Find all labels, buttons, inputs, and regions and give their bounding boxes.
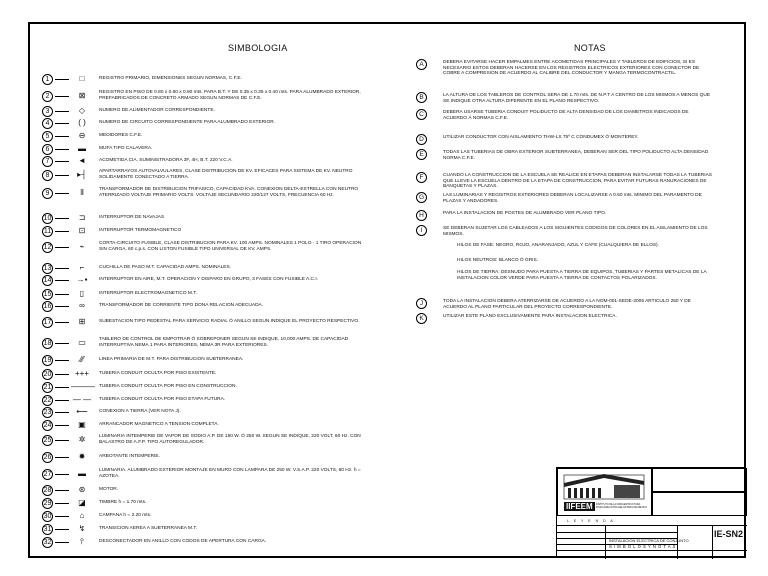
- sheet-id: IE-SN2: [714, 529, 744, 539]
- symbol-description: NUMERO DE ALIMENTADOR CORRESPONDIENTE.: [99, 108, 215, 114]
- symbol-description: TUBERIA CONDUIT OCULTA POR PISO EN CONSTRUCCION.: [99, 384, 237, 390]
- note-text: TODA LA INSTALACION DEBERA ATERRIZARSE DE ACUERDO A LA NOM-001-SEDE-2005 ARTICULO 250 Y DE ACUERDO AL PLANO PARTICULAR DEL PROYECTO CORRESPONDIENTE.: [443, 299, 691, 310]
- symbol-description: MOTOR.: [99, 487, 119, 493]
- symbol-description: CORTA-CIRCUITO FUSIBLE, CLASE DISTRIBUCION PARA KV. 100 AMPS. NOMINALES 1 POLO - 1 TIRO OPERACION SIN CARGA, 60 c.p.s. CON LISTON FUSIBLE TIPO UNIVERSAL DE KV. AMPS.: [99, 241, 362, 252]
- symbol-description: REGISTRO EN PISO DE 0.80 x 0.60 x 0.80 mts. PARA B.T. Y DE 0.35 x 0.35 x 0.40 mts. PARA ALUMBRADO EXTERIOR, PREFABRICADOS DE CONCRETO ARMADO SEGUN NORMAS DE C.F.E.: [99, 90, 361, 101]
- note-text: LAS LUMINARIAS Y REGISTROS EXTERIORES DEBERAN LOCALIZARSE A 0.50 mts. MINIMO DEL PARAMENTO DE PLAZAS Y ANDADORES.: [443, 193, 702, 204]
- symbol-number: 12: [43, 243, 52, 251]
- symbol-row: [42, 105, 364, 117]
- leader-line: [55, 400, 69, 401]
- symbol-row: [42, 381, 364, 393]
- leader-line: [55, 412, 69, 413]
- symbol-glyph-icon: →▪: [76, 275, 88, 284]
- leader-line: [55, 123, 69, 124]
- symbol-row: [42, 274, 364, 286]
- simbologia-title: SIMBOLOGIA: [228, 43, 288, 53]
- note-row: [416, 225, 713, 237]
- symbol-number: 8: [42, 170, 53, 181]
- symbol-glyph-icon: ✹: [78, 452, 86, 461]
- symbol-number: 14: [43, 276, 52, 284]
- plan-title-line2: S I M B O L O S Y N O T A S: [609, 544, 676, 549]
- symbol-number: 18: [43, 339, 52, 347]
- symbol-glyph-icon: ⊐: [78, 213, 86, 222]
- symbol-number: 28: [43, 486, 52, 494]
- leader-line: [55, 294, 69, 295]
- symbol-glyph-icon: ( ): [78, 118, 86, 127]
- leader-line: [55, 542, 69, 543]
- symbol-description: INTERRUPTOR ELECTROMAGNETICO M.T.: [99, 291, 197, 297]
- symbol-glyph-icon: ◇: [78, 106, 86, 115]
- leader-line: [55, 149, 69, 150]
- plan-title-line1: INSTALACION ELECTRICA DE CONJUNTO: [609, 538, 689, 543]
- symbol-description: TRANSFORMADOR DE DISTRIBUCION TRIFASICO, CAPACIDAD KVA. CONEXION DELTA-ESTRELLA CON NEUTRO ATERRIZADO VOLTAJE PRIMARIO VOLTS. VOLTAJE SECUNDARIO 220/127 VOLTS, FRECUENCIA 60 Hz.: [99, 187, 359, 198]
- title-block: [556, 467, 746, 558]
- symbol-description: REGISTRO PRIMARIO, DIMENSIONES SEGUN NORMAS, C.F.E.: [99, 76, 242, 82]
- leader-line: [55, 231, 69, 232]
- symbol-row: [42, 368, 364, 380]
- leader-line: [55, 343, 69, 344]
- symbol-description: TRANSFORMADOR DE CORRIENTE TIPO DONA RELACION ADECUADA.: [99, 303, 264, 309]
- note-row: [416, 59, 713, 77]
- symbol-glyph-icon: ⟵: [76, 407, 88, 416]
- symbol-number: 13: [43, 264, 52, 272]
- symbol-number: 27: [43, 470, 52, 478]
- note-letter: B: [416, 92, 427, 103]
- symbol-description: ACOMETIDA CIA. SUMINISTRADORA 3F, 4H, B.T. 220 V.C.A.: [99, 158, 233, 164]
- symbol-description: SUBESTACION TIPO PEDESTAL PARA SERVICIO RADIAL Ó ANILLO SEGUN INDIQUE EL PROYECTO RESPECTIVO.: [99, 319, 360, 325]
- symbol-description: MUFA TIPO CALAVERA.: [99, 146, 153, 152]
- symbol-row: [42, 497, 364, 509]
- symbol-glyph-icon: ———: [71, 382, 95, 391]
- note-text: UTILIZAR ESTE PLANO EXCLUSIVAMENTE PARA INSTALACION ELECTRICA.: [443, 314, 617, 319]
- symbol-row: [42, 169, 364, 181]
- symbol-number: 7: [42, 156, 53, 167]
- leader-line: [55, 268, 69, 269]
- leader-line: [55, 247, 69, 248]
- note-wire-neutral: HILOS NEUTROS: BLANCO Ó GRIS.: [457, 258, 539, 263]
- symbol-description: LINEA PRIMARIA DE M.T. PARA DISTRIBUCION SUBTERRANEA.: [99, 357, 244, 363]
- symbol-glyph-icon: ▣: [78, 420, 86, 429]
- symbol-number: 1: [42, 74, 53, 85]
- symbol-description: DESCONECTADOR EN ANILLO CON CODOS DE APERTURA CON CARGA.: [99, 539, 267, 545]
- note-text: CUANDO LA CONSTRUCCION DE LA ESCUELA SE REALICE EN ETAPAS DEBERAN INSTALARSE TODAS LA TUBERIAS QUE LLEVE LA ESCUELA DENTRO DE LA ETAPA DE CONSTRUCCION, PARA EVITAR FUTURAS RANURACIONES DE BANQUETAS Y PLAZAS.: [443, 173, 712, 190]
- symbol-glyph-icon: ◪: [78, 498, 86, 507]
- leader-line: [55, 322, 69, 323]
- note-letter: H: [416, 210, 427, 221]
- leader-line: [55, 503, 69, 504]
- note-row: [416, 134, 713, 145]
- symbol-number: 19: [43, 356, 52, 364]
- note-letter: I: [416, 225, 427, 236]
- symbol-row: [42, 354, 364, 366]
- symbol-number: 25: [43, 436, 52, 444]
- note-letter: G: [416, 192, 427, 203]
- symbol-row: [42, 316, 364, 328]
- symbol-description: CONEXION A TIERRA (VER NOTA J).: [99, 409, 181, 415]
- symbol-row: [42, 536, 364, 548]
- notas-title: NOTAS: [574, 43, 606, 53]
- note-text: SE DEBERAN SUJETAR LOS CABLEADOS A LOS SIGUIENTES CODIGOS DE COLORES EN EL AISLAMIENTO DE LOS MISMOS.: [443, 226, 708, 237]
- symbol-description: LUMINARIA INTEMPERIE DE VAPOR DE SODIO A.P. DE 150 W. Ó 250 W. SEGUN SE INDIQUE, 220 VOLT, 60 Hz. CON BALASTRO DE A.F.P. TIPO AUTOREGULADOR.: [99, 434, 361, 445]
- symbol-glyph-icon: ⁄⁄⁄: [79, 355, 84, 364]
- symbol-glyph-icon: ⊞: [78, 317, 86, 326]
- leader-line: [55, 96, 69, 97]
- leader-line: [55, 218, 69, 219]
- note-wire-ground: HILOS DE TIERRA: DESNUDO PARA PUESTA A TIERRA DE EQUIPOS, TUBERIAS Y PARTES METALICAS DE LA INSTALACION COLOR VERDE PARA PUESTA A TIERRA DE CONTACTOS POLARIZADOS.: [457, 270, 707, 281]
- note-text: UTILIZAR CONDUCTOR CON AISLAMIENTO THW-LS 75º C CONDUMEX Ó MONTEREY.: [443, 135, 639, 140]
- symbol-number: 29: [43, 499, 52, 507]
- symbol-glyph-icon: ⊡: [78, 226, 86, 235]
- symbol-glyph-icon: ▯: [79, 289, 85, 298]
- symbol-row: [42, 143, 364, 155]
- symbol-number: 11: [43, 227, 52, 235]
- symbol-glyph-icon: □: [79, 74, 85, 83]
- symbol-row: [42, 187, 364, 199]
- note-row: [416, 109, 713, 121]
- stamp-box-2: [652, 492, 747, 516]
- symbol-number: 2: [42, 91, 53, 102]
- symbol-glyph-icon: ∞: [79, 301, 85, 310]
- leader-line: [55, 374, 69, 375]
- note-row: [416, 172, 713, 190]
- symbol-number: 20: [43, 370, 52, 378]
- symbol-description: ARBOTANTE INTEMPERIE.: [99, 454, 160, 460]
- symbol-glyph-icon: ⊖: [78, 131, 86, 140]
- symbol-glyph-icon: ↯: [78, 524, 86, 533]
- symbol-row: [42, 288, 364, 300]
- note-row: [416, 192, 713, 204]
- leader-line: [55, 280, 69, 281]
- symbol-number: 21: [43, 383, 52, 391]
- symbol-number: 32: [43, 538, 52, 546]
- note-wire-phase: HILOS DE FASE: NEGRO, ROJO, ANARANJADO, AZUL Y CAFE (CUALQUIERA DE ELLOS).: [457, 243, 659, 248]
- symbol-description: TUBERIA CONDUIT OCULTA POR PISO ETAPA FUTURA.: [99, 397, 226, 403]
- symbol-number: 10: [43, 214, 52, 222]
- symbol-glyph-icon: ▬: [78, 144, 86, 153]
- note-text: TODAS LAS TUBERIAS DE OBRA EXTERIOR SUBTERRANEA, DEBERAN SER DEL TIPO POLIDUCTO ALTA DENSIDAD NORMA C.F.E.: [443, 150, 709, 161]
- leader-line: [55, 193, 69, 194]
- symbol-number: 4: [42, 118, 53, 129]
- symbol-number: 26: [43, 453, 52, 461]
- symbol-row: [42, 262, 364, 274]
- symbol-number: 16: [43, 302, 52, 310]
- leader-line: [55, 440, 69, 441]
- symbol-glyph-icon: ▬: [78, 469, 86, 478]
- symbol-row: [42, 241, 364, 253]
- leader-line: [55, 306, 69, 307]
- note-row: [416, 210, 713, 221]
- note-letter: A: [416, 59, 427, 70]
- symbol-glyph-icon: ⫴: [80, 188, 84, 197]
- symbol-glyph-icon: ⌂: [79, 511, 85, 520]
- symbol-description: ARRANCADOR MAGNETICO A TENSION COMPLETA.: [99, 422, 219, 428]
- symbol-number: 22: [43, 396, 52, 404]
- symbol-glyph-icon: — —: [72, 395, 92, 404]
- symbol-description: CAMPANA h = 2.20 mts.: [99, 513, 152, 519]
- symbol-row: [42, 523, 364, 535]
- note-text: PARA LA INSTALACION DE POSTES DE ALUMBRADO VER PLANO TIPO.: [443, 211, 607, 216]
- symbol-description: TRANSICION AEREA A SUBTERRANEA M.T.: [99, 526, 198, 532]
- note-row: [416, 298, 713, 310]
- drawing-sheet: [28, 22, 746, 558]
- symbol-row: [42, 394, 364, 406]
- symbol-row: [42, 130, 364, 142]
- symbol-number: 5: [42, 131, 53, 142]
- leader-line: [55, 457, 69, 458]
- note-text: LA ALTURA DE LOS TABLEROS DE CONTROL SERA DE 1.70 mts. DE N.P.T A CENTRO DE LOS MISMOS A MENOS QUE SE INDIQUE OTRA ALTURA DIFERENTE EN EL PLANO RESPECTIVO.: [443, 93, 711, 104]
- symbol-glyph-icon: ⊠: [78, 91, 86, 100]
- symbol-row: [42, 90, 364, 102]
- note-row: [416, 92, 713, 104]
- note-letter: J: [416, 298, 427, 309]
- leader-line: [55, 516, 69, 517]
- note-letter: K: [416, 313, 427, 324]
- symbol-row: [42, 451, 364, 463]
- symbol-description: CUCHILLA DE PASO M.T. CAPACIDAD AMPS. NOMINALES.: [99, 265, 232, 271]
- leader-line: [55, 425, 69, 426]
- symbol-glyph-icon: ⫯: [80, 537, 84, 546]
- note-letter: C: [416, 109, 427, 120]
- symbol-description: TIMBRE h = 1.70 mts.: [99, 500, 147, 506]
- symbol-row: [42, 225, 364, 237]
- note-letter: F: [416, 172, 427, 183]
- symbol-description: TUBERIA CONDUIT OCULTA POR PISO EXISTENTE.: [99, 371, 217, 377]
- note-text: DEBERA EVITARSE HACER EMPALMES ENTRE ACOMETIDAS PRINCIPALES Y TABLEROS DE EDIFICIOS, SI ES NECESARIO ESTOS DEBERAN HACERSE EN LOS REGISTROS ELECTRICOS EXTERIORES CON CONECTOR DE COBRE A COMPRESION DE ACUERDO AL CALIBRE DEL CONDUCTOR Y MANGA TERMOCONTRACTIL.: [443, 60, 700, 77]
- symbol-row: [42, 117, 364, 129]
- note-text: DEBERA USARSE TUBERIA CONDUIT POLIDUCTO DE ALTA DENSIDAD DE LOS DIAMETROS INDICADOS DE ACUERDO Á NORMAS C.F.E.: [443, 110, 689, 121]
- stamp-box-1: [652, 468, 747, 492]
- symbol-description: INTERRUPTOR EN AIRE, M.T. OPERACION Y DISPARO EN GRUPO, 3 FASES CON FUSIBLE A.C.I.: [99, 277, 319, 283]
- symbol-number: 6: [42, 144, 53, 155]
- note-row: [416, 313, 713, 324]
- symbol-description: LUMINARIA. ALUMBRADO EXTERIOR MONTAJE EN MURO CON LAMPARA DE 250 W. V.S.A.P. 220 VOLTS, 60 Hz. h = AZOTEA.: [99, 468, 361, 479]
- symbol-number: 31: [43, 525, 52, 533]
- symbol-row: [42, 155, 364, 167]
- note-letter: D: [416, 134, 427, 145]
- leader-line: [55, 175, 69, 176]
- symbol-glyph-icon: ▸┤: [77, 170, 87, 179]
- symbol-glyph-icon: ✲: [78, 435, 86, 444]
- symbol-description: NUMERO DE CIRCUITO CORRESPONDIENTE PARA ALUMBRADO EXTERIOR.: [99, 120, 275, 126]
- symbol-glyph-icon: ▭: [78, 338, 86, 347]
- note-letter: E: [416, 149, 427, 160]
- logo-subtitle: INSTITUTO DE LA INFRAESTRUCTURA FISICA EDUCATIVA DEL ESTADO DE MEXICO: [596, 503, 648, 509]
- symbol-row: [42, 419, 364, 431]
- note-row: [416, 149, 713, 161]
- symbol-description: MEDIDORES C.F.E.: [99, 133, 143, 139]
- leader-line: [55, 161, 69, 162]
- symbol-glyph-icon: +++: [74, 369, 89, 378]
- symbol-row: [42, 300, 364, 312]
- symbol-glyph-icon: ⌁: [79, 242, 85, 251]
- symbol-row: [42, 337, 364, 349]
- leader-line: [55, 79, 69, 80]
- leader-line: [55, 474, 69, 475]
- symbol-number: 24: [43, 421, 52, 429]
- leader-line: [55, 136, 69, 137]
- symbol-description: INTERRUPTOR DE NAVAJAS: [99, 215, 165, 221]
- symbol-glyph-icon: ◄: [78, 156, 86, 165]
- leader-line: [55, 360, 69, 361]
- leader-line: [55, 529, 69, 530]
- symbol-row: [42, 434, 364, 446]
- symbol-row: [42, 212, 364, 224]
- symbol-description: APARTARRAYOS AUTOVALVULARES, CLASE DISTRIBUCION DE KV. EFICACES PARA SISTEMA DE KV. NEUTRO SOLIDAMENTE CONECTADO A TIERRA.: [99, 169, 353, 180]
- leader-line: [55, 490, 69, 491]
- symbol-description: INTERRUPTOR TERMOMAGNETICO: [99, 228, 182, 234]
- symbol-row: [42, 406, 364, 418]
- symbol-row: [42, 484, 364, 496]
- symbol-number: 15: [43, 290, 52, 298]
- symbol-row: [42, 73, 364, 85]
- symbol-number: 9: [42, 188, 53, 199]
- symbol-number: 17: [43, 318, 52, 326]
- symbol-number: 3: [42, 106, 53, 117]
- symbol-glyph-icon: ⊛: [78, 485, 86, 494]
- symbol-row: [42, 510, 364, 522]
- legend-letters: L E Y E N D A: [567, 519, 615, 523]
- symbol-glyph-icon: ⌐: [79, 263, 85, 272]
- symbol-number: 30: [43, 512, 52, 520]
- symbol-description: TABLERO DE CONTROL DE EMPOTRAR Ó SOBREPONER SEGUN SE INDIQUE, 10,000 AMPS. DE CAPACIDAD INTERRUPTIVA NEMA 1 PARA INTERIORES, NEMA 3R PARA EXTERIORES.: [99, 337, 349, 348]
- symbol-row: [42, 468, 364, 480]
- leader-line: [55, 111, 69, 112]
- logo-text: IIFEEM: [566, 502, 593, 511]
- logo-box: [557, 468, 652, 516]
- symbol-number: 23: [43, 408, 52, 416]
- leader-line: [55, 387, 69, 388]
